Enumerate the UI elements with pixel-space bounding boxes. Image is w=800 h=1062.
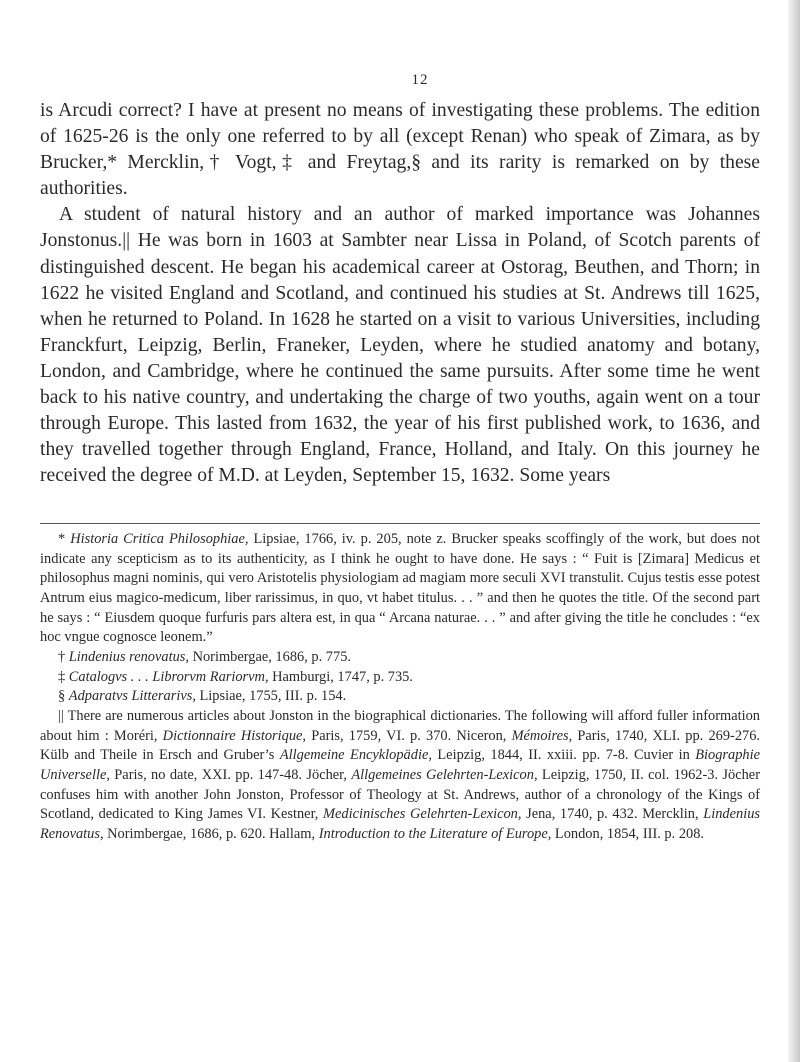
footnote-text: Jena, 1740, p. 432. Mercklin, — [521, 806, 704, 823]
footnotes — [40, 530, 760, 845]
footnote — [40, 687, 760, 707]
footnote-text: Leipzig, 1750, II. col. 1962-3. Jöcher confuses him with another John Jonston, Professor of Theology at St. Andrews, author of a chronology of the Kings of Scotland, dedicated to King James VI. Kestner, — [40, 766, 760, 823]
footnote — [40, 530, 760, 648]
footnote-text: There are numerous articles about Jonston in the biographical dictionaries. The following will afford fuller information about him : Moréri, — [40, 707, 760, 744]
footnote-title: Lindenius renovatus, — [68, 648, 189, 665]
footnote-title: Mémoires, — [511, 727, 573, 744]
footnote-text: Paris, 1740, XLI. pp. 269-276. Külb and Theile in Ersch and Gruber’s — [40, 727, 761, 764]
footnote-mark: || — [58, 707, 68, 724]
main-text — [40, 98, 760, 489]
footnote-mark: † — [58, 648, 69, 665]
footnote-mark: ‡ — [58, 668, 69, 685]
footnote-divider — [40, 523, 760, 524]
footnote-title: Catalogvs . . . Librorvm Rariorvm, — [68, 668, 269, 685]
footnote-text: Paris, 1759, VI. p. 370. Niceron, — [306, 727, 512, 744]
footnote-title: Historia Critica Philosophiae, — [70, 531, 249, 547]
footnote — [40, 707, 760, 845]
footnote-title: Biographie Universelle, — [40, 747, 760, 783]
page-edge-shadow — [788, 0, 800, 1062]
footnote-title: Dictionnaire Historique, — [162, 727, 307, 744]
footnote-mark: * — [58, 531, 71, 547]
footnote — [40, 668, 760, 688]
page-number: 12 — [411, 72, 429, 88]
footnote-mark: § — [58, 688, 69, 705]
footnote-text: Hamburgi, 1747, p. 735. — [268, 668, 413, 685]
footnote-title: Medicinisches Gelehrten-Lexicon, — [323, 806, 522, 823]
footnote-text: Norimbergae, 1686, p. 775. — [188, 648, 351, 665]
footnote-text: London, 1854, III. p. 208. — [551, 825, 705, 842]
footnote-title: Allgemeine Encyklopädie, — [279, 747, 432, 764]
footnote-text: Lipsiae, 1755, III. p. 154. — [195, 688, 347, 705]
footnote-title: Lindenius Renovatus, — [40, 806, 760, 842]
footnote-title: Adparatvs Litterarivs, — [68, 688, 196, 705]
footnote-text: Norimbergae, 1686, p. 620. Hallam, — [103, 825, 319, 842]
footnote-title: Introduction to the Literature of Europe, — [318, 825, 552, 842]
footnote-text: Leipzig, 1844, II. xxiii. pp. 7-8. Cuvier in — [431, 747, 696, 764]
paragraph: is Arcudi correct? I have at present no means of investigating these problems. The edition of 1625-26 is the only one referred to by all (except Renan) who speak of Zimara, as by Brucker,* Mercklin,† Vogt,‡ and Freytag,§ and its rarity is remarked on by these authorities. — [40, 100, 760, 200]
footnote — [40, 648, 760, 668]
footnote-text: Lipsiae, 1766, iv. p. 205, note z. Brucker speaks scoffingly of the work, but does not indicate any scepticism as to its authenticity, as I think he ought to have done. He says : “ Fuit is [Zimara] Medicus et philosophus magni nominis, qui vero Aristotelis physiologiam ad magiam more seculi XVI transtulit. Cujus testis esse potest Antrum eius magico-medicum, liber rarissimus, in quo, vt habet titulus. . . ” and then he quotes the title. Of the second part he says : “ Eiusdem quoque furfuris pars altera est, in qua “ Arcana naturae. . . ” and after giving the title he concludes : “ex hoc vngue cognosce leonem.” — [40, 531, 760, 646]
footnote-title: Allgemeines Gelehrten-Lexicon, — [351, 766, 538, 783]
footnote-text: Paris, no date, XXI. pp. 147-48. Jöcher, — [109, 766, 352, 783]
paragraph: A student of natural history and an author of marked importance was Johannes Jonstonus.|| He was born in 1603 at Sambter near Lissa in Poland, of Scotch parents of distinguished descent. He began his academical career at Ostorag, Beuthen, and Thorn; in 1622 he visited England and Scotland, and continued his studies at St. Andrews till 1625, when he returned to Poland. In 1628 he started on a visit to various Universities, including Franckfurt, Leipzig, Berlin, Franeker, Leyden, where he studied anatomy and botany, London, and Cambridge, where he continued the same pursuits. After some time he went back to his native country, and undertaking the charge of two youths, again went on a tour through Europe. This lasted from 1632, the year of his first published work, to 1636, and they travelled together through England, France, Holland, and Italy. On this journey he received the degree of M.D. at Leyden, September 15, 1632. Some years — [40, 204, 760, 487]
